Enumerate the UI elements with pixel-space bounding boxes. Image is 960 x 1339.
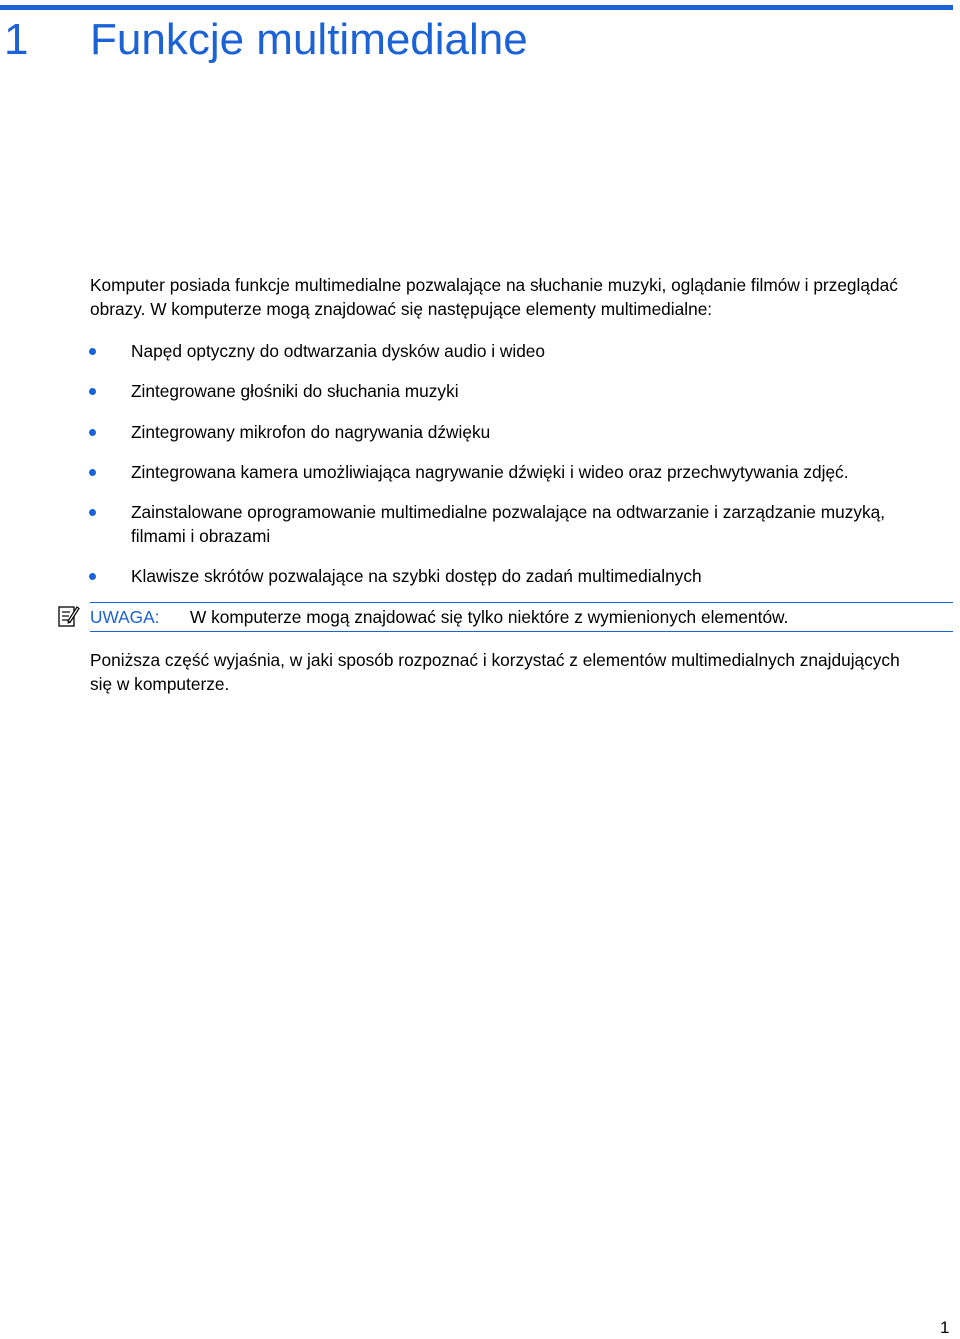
bullet-icon: [89, 388, 96, 395]
note-text: W komputerze mogą znajdować się tylko niektóre z wymienionych elementów.: [190, 607, 789, 627]
chapter-title: Funkcje multimedialne: [90, 15, 528, 64]
bullet-icon: [89, 469, 96, 476]
page-number: 1: [940, 1318, 950, 1337]
bullet-icon: [89, 573, 96, 580]
note-rule-bottom: [90, 631, 953, 632]
list-item-text: Napęd optyczny do odtwarzania dysków audio i wideo: [131, 341, 546, 361]
bullet-icon: [89, 348, 96, 355]
list-item: [131, 500, 921, 548]
bullet-icon: [89, 429, 96, 436]
list-item: [131, 379, 921, 403]
list-item: [131, 460, 921, 484]
top-rule: [0, 5, 953, 10]
note-rule-top: [90, 602, 953, 603]
list-item-text: Zintegrowane głośniki do słuchania muzyki: [131, 381, 459, 401]
chapter-heading: [4, 14, 528, 66]
list-item: [131, 564, 921, 588]
list-item-text: Zintegrowana kamera umożliwiająca nagrywanie dźwięki i wideo oraz przechwytywania zdjęć.: [131, 462, 849, 482]
outro-paragraph: Poniższa część wyjaśnia, w jaki sposób rozpoznać i korzystać z elementów multimedialnych znajdujących się w komputerze.: [90, 650, 900, 694]
list-item: [131, 339, 921, 363]
note-box: [58, 602, 953, 632]
list-item-text: Klawisze skrótów pozwalające na szybki dostęp do zadań multimedialnych: [131, 566, 702, 586]
note-icon: [58, 604, 80, 628]
list-item-text: Zainstalowane oprogramowanie multimedialne pozwalające na odtwarzanie i zarządzanie muzyką, filmami i obrazami: [131, 502, 886, 546]
list-item: [131, 420, 921, 444]
note-label: UWAGA:: [90, 607, 160, 627]
bullet-icon: [89, 509, 96, 516]
list-item-text: Zintegrowany mikrofon do nagrywania dźwięku: [131, 422, 491, 442]
chapter-number: 1: [4, 15, 29, 64]
intro-paragraph: Komputer posiada funkcje multimedialne pozwalające na słuchanie muzyki, oglądanie filmów i przeglądać obrazy. W komputerze mogą znajdować się następujące elementy multimedialne:: [90, 275, 898, 319]
